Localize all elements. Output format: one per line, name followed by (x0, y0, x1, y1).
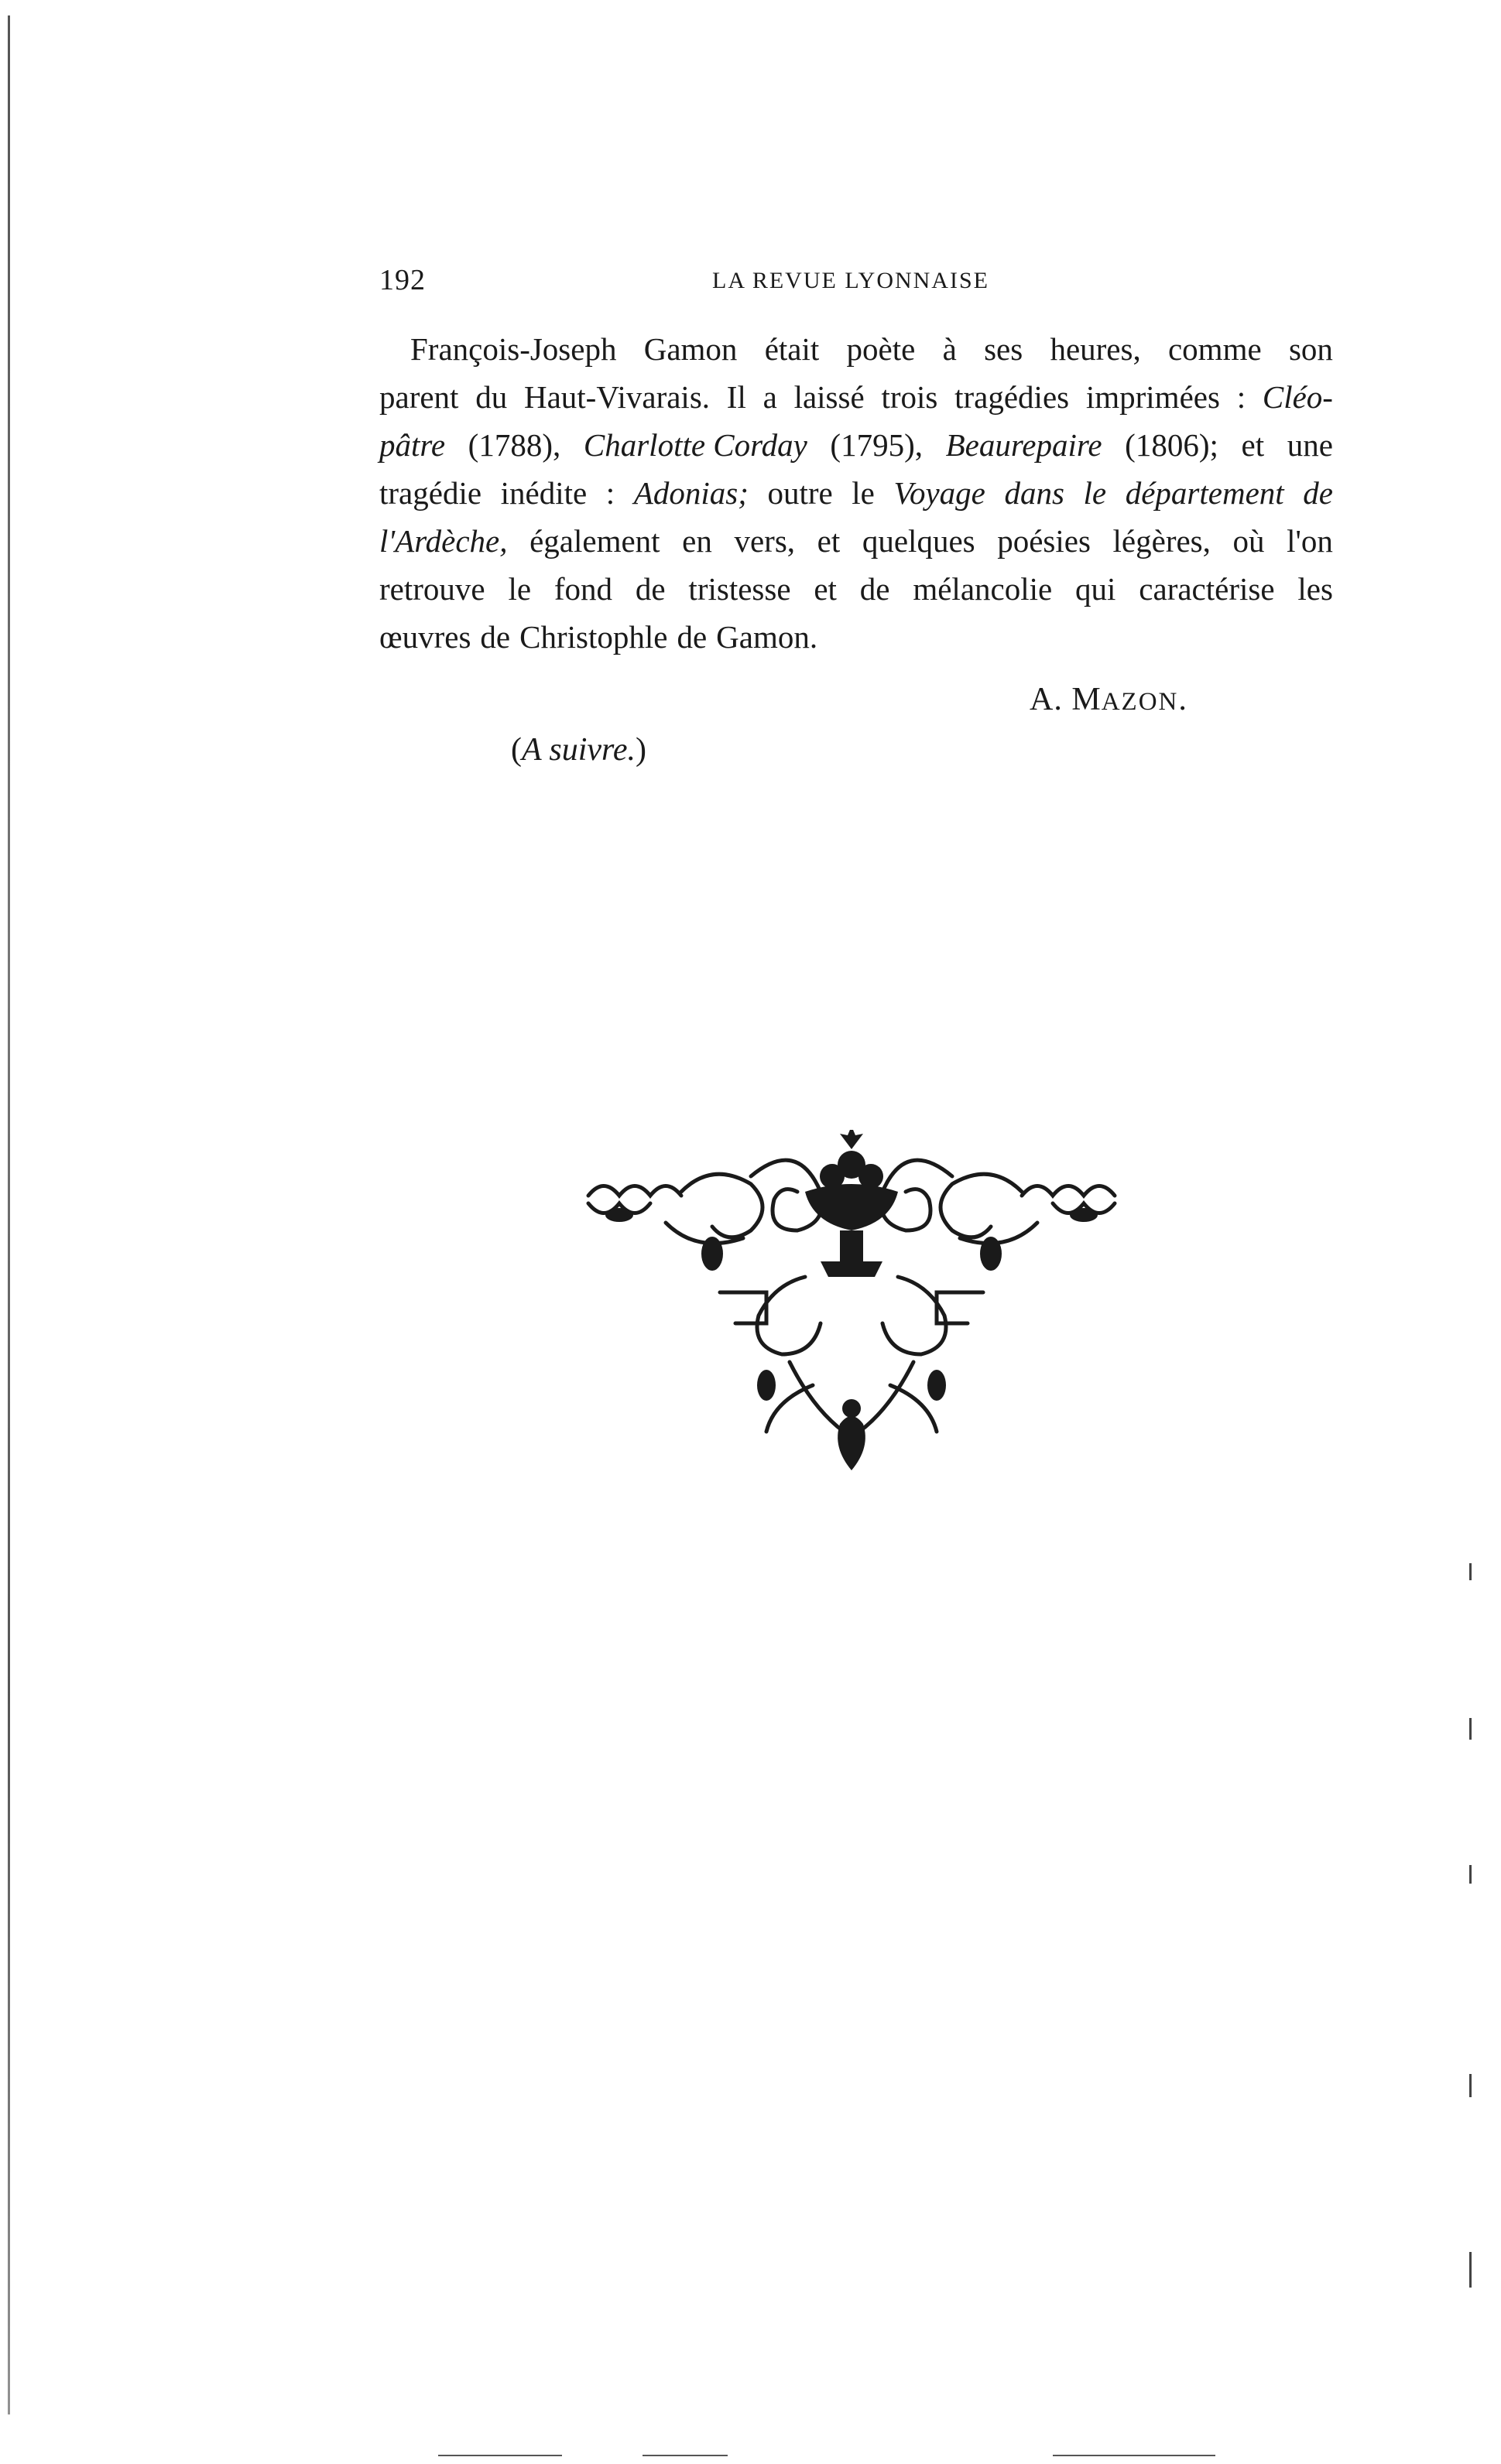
to-be-continued-note (511, 731, 646, 768)
word: ses (984, 331, 1023, 367)
signature-period: . (1178, 682, 1187, 717)
word: Haut-Vivarais. (523, 379, 711, 415)
word: où (1232, 523, 1265, 559)
text-line (379, 613, 1333, 661)
word: le (508, 571, 532, 607)
page-edge-shadow (8, 15, 10, 2414)
word: Beaurepaire (945, 427, 1102, 463)
text-line (379, 565, 1333, 613)
word: (1806); (1125, 427, 1218, 463)
text-line (379, 325, 1333, 373)
word: de (859, 571, 890, 607)
word: vers, (734, 523, 796, 559)
word: à (942, 331, 957, 367)
word: imprimées (1085, 379, 1220, 415)
word: trois (881, 379, 938, 415)
word: Cléo- (1262, 379, 1333, 415)
word: et (814, 571, 837, 607)
word: Christophle (519, 619, 668, 655)
signature-surname-small-caps: AZON (1101, 688, 1179, 716)
word: du (475, 379, 508, 415)
word: poète (846, 331, 916, 367)
word: également (529, 523, 660, 559)
scan-speck (1469, 2074, 1472, 2097)
scan-edge-line (643, 2455, 728, 2456)
text-line (379, 469, 1333, 517)
word: de (677, 619, 708, 655)
word: Il (726, 379, 746, 415)
word: en (682, 523, 712, 559)
word: et (817, 523, 841, 559)
word: mélancolie (913, 571, 1053, 607)
word: l'Ardèche, (379, 523, 508, 559)
word: département (1125, 475, 1284, 511)
word: François-Joseph (410, 331, 617, 367)
word: outre (767, 475, 833, 511)
text-line (379, 421, 1333, 469)
word: le (852, 475, 875, 511)
word: Voyage (893, 475, 985, 511)
word: Gamon. (716, 619, 818, 655)
running-head (379, 263, 1333, 302)
word: légères, (1112, 523, 1211, 559)
scan-edge-line (1053, 2455, 1215, 2456)
scan-speck (1469, 1718, 1472, 1740)
word: de (635, 571, 666, 607)
word: parent (379, 379, 459, 415)
word: : (605, 475, 615, 511)
word: heures, (1050, 331, 1141, 367)
word: de (1303, 475, 1333, 511)
word: fond (553, 571, 613, 607)
word: : (1236, 379, 1246, 415)
word: quelques (862, 523, 975, 559)
paren-open: ( (511, 732, 522, 768)
text-line (379, 517, 1333, 565)
word: laissé (793, 379, 865, 415)
word: était (764, 331, 820, 367)
word: comme (1167, 331, 1262, 367)
word: pâtre (379, 427, 446, 463)
word: tragédie (379, 475, 482, 511)
word: Gamon (643, 331, 738, 367)
word: poésies (997, 523, 1091, 559)
word: a (762, 379, 777, 415)
word: de (480, 619, 511, 655)
scan-edge-line (438, 2455, 562, 2456)
word: œuvres (379, 619, 471, 655)
scan-speck (1469, 1865, 1472, 1884)
word: (1788), (468, 427, 561, 463)
word: son (1288, 331, 1333, 367)
word: le (1083, 475, 1107, 511)
word: les (1297, 571, 1333, 607)
word: et (1241, 427, 1265, 463)
scan-speck (1469, 2252, 1472, 2288)
word: tragédies (954, 379, 1070, 415)
signature-initial: A. (1030, 682, 1063, 717)
word: dans (1004, 475, 1064, 511)
word: retrouve (379, 571, 485, 607)
scan-speck (1469, 1563, 1472, 1580)
body-paragraph (379, 325, 1333, 661)
paren-close: ) (635, 732, 646, 768)
journal-title: LA REVUE LYONNAISE (712, 268, 989, 293)
word: qui (1075, 571, 1116, 607)
to-be-continued-text: A suivre. (522, 732, 636, 768)
word: Adonias; (633, 475, 749, 511)
urn-scroll-tailpiece-icon (573, 1130, 1130, 1486)
text-line (379, 373, 1333, 421)
author-signature (1030, 681, 1187, 718)
page-number: 192 (379, 264, 426, 296)
signature-first-letter: M (1071, 682, 1102, 717)
word: (1795), (830, 427, 923, 463)
word: une (1287, 427, 1333, 463)
word: Charlotte Corday (583, 427, 807, 463)
word: caractérise (1139, 571, 1275, 607)
word: l'on (1287, 523, 1333, 559)
word: tristesse (688, 571, 791, 607)
word: inédite (500, 475, 588, 511)
